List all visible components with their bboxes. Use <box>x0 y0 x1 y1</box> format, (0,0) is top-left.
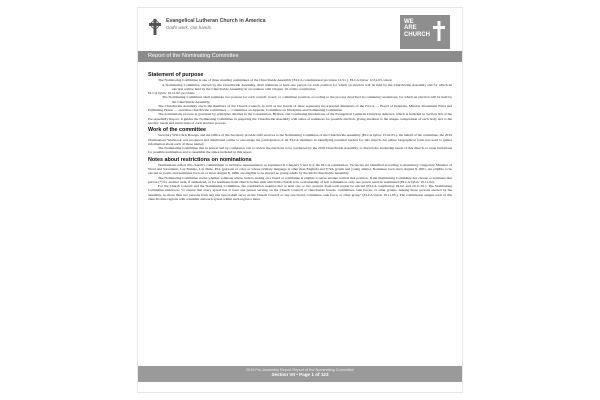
band-title: Report of the Nominating Committee <box>148 52 239 59</box>
document-body <box>148 70 452 338</box>
paragraph: For the Church Council and the Nominating Committee, the constitution requires that at least one or two persons from each region be elected (ELCA constitution 19.02. and 19.11.01.). The Nominating Committee endeavors "to ensure that every synod has at least one person serving on the Church Council or churchwide boards, committees, task forces, or other groups. Among those persons elected by the assembly, no more than two persons from any one synod shall serve on the Church Council or any one board, committee, task force, or other group" (ELCA bylaw 19.11.05.). The commission assigns each of this church's nine regions with a number and each synod within each region a letter. <box>148 184 452 201</box>
paragraph: The Nominating Committee is one of three standing committees of the Churchwide Assembly (ELCA constitutional provision 12.51.). ELCA bylaw 12.51.03. states: <box>158 78 393 83</box>
section-heading: Notes about restrictions on nominations <box>148 156 252 163</box>
paragraph: The Nominating Committee tracks whether someone whose term is ending on a board or committee is eligible to serve another term in that position. If the Nominating Committee has chosen to nominate that person (*) for another term, if authorized, or for nominees from church bodies with which this church is in a relationship of full communion, only one person need be nominated (ELCA bylaw 19.11.02). <box>148 175 452 184</box>
footer-line-1: 2019 Pre-Assembly Report Report of the Nominating Committee <box>245 367 355 372</box>
elca-cross-logo-icon <box>148 19 162 35</box>
section-heading: Work of the committee <box>148 127 207 133</box>
paragraph: The Nominating Committee met in person and by conference call to review the elections to be conducted by the 2019 Churchwide Assembly, to discern the leadership needs of this church, to issue invitations for possible nomination and to assemble the slates included in this report. <box>148 146 452 155</box>
paragraph: Secretary Wm Chris Boerger and the Office of the Secretary provide staff services to the Nominating Committee of the Churchwide Assembly (ELCA bylaw 13.41.05.). On behalf of the committee, the 2019 Nominations Worktook was produced and distributed online to encourage the participation of all ELCA members in identifying potential leaders for this church. An online biographical form was used to gather information about each of those named. <box>148 133 452 146</box>
paragraph: ELCA bylaw 19.11.02. provides: <box>148 91 195 95</box>
org-name: Evangelical Lutheran Church in America <box>166 18 266 24</box>
paragraph: The nominations process is governed by principles detailed in the Constitution, Bylaws, and Continuing Resolutions of the Evangelical Lutheran Church in America, which is included in Section XII of the Pre-Assembly Report. It guides the Nominating Committee in preparing the Churchwide Assembly with slates of nominees for possible election, giving attention to the unique composition of each body and to the specific needs and restrictions of each election process. <box>148 112 452 125</box>
page-header <box>138 8 462 50</box>
paragraph: The Nominating Committee shall nominate two persons for each council, board, or committee position, according to the process described in continuing resolutions, for which an election will be held by the Churchwide Assembly. <box>162 95 452 104</box>
badge-line-1: WE <box>404 19 414 25</box>
section-heading: Statement of purpose <box>148 72 204 78</box>
footer-page-number: Section VII • Page 1 of 123 <box>271 372 329 377</box>
paragraph: A Nominating Committee, elected by the Churchwide Assembly, shall nominate at least one person for each position for which an election will be held by the Churchwide Assembly and for which an election will be held by the Churchwide Assembly in accordance with Chapter 19 of this constitution. <box>162 82 452 91</box>
badge-line-2: ARE <box>404 25 417 32</box>
paragraph: The Churchwide Assembly elects the members of the Church Council, as well as the boards of three separately incorporated ministries of the ELCA — Board of Pensions, Mission Investment Fund and Publishing House — and three churchwide committees — Committee on Appeals, Committee on Discipline and Nominating Committee. <box>148 103 452 112</box>
tagline: God's work. Our hands. <box>166 25 212 30</box>
paragraph: Nominations reflect this church's commitment to inclusive representation as explained in Chapters 5 and 6 of the ELCA constitution. Vacancies are identified according to mandatory categories: Minister of Word and Sacrament, Lay Female, Lay Male, PCL (persons of color or whose primary language is other than English) and Y/YA (youth and young adults). Nominees born since August 8, 2001, are eligible to be elected as youth, and nominees born on or since August 8, 1989, are eligible to be elected as young adults by the 2019 Churchwide Assembly. <box>148 162 452 176</box>
we-are-church-badge <box>400 15 450 49</box>
document-page <box>138 8 462 392</box>
cross-icon <box>433 21 445 41</box>
page-footer <box>138 366 462 382</box>
badge-line-3: CHURCH <box>404 31 430 38</box>
title-band <box>138 51 462 62</box>
